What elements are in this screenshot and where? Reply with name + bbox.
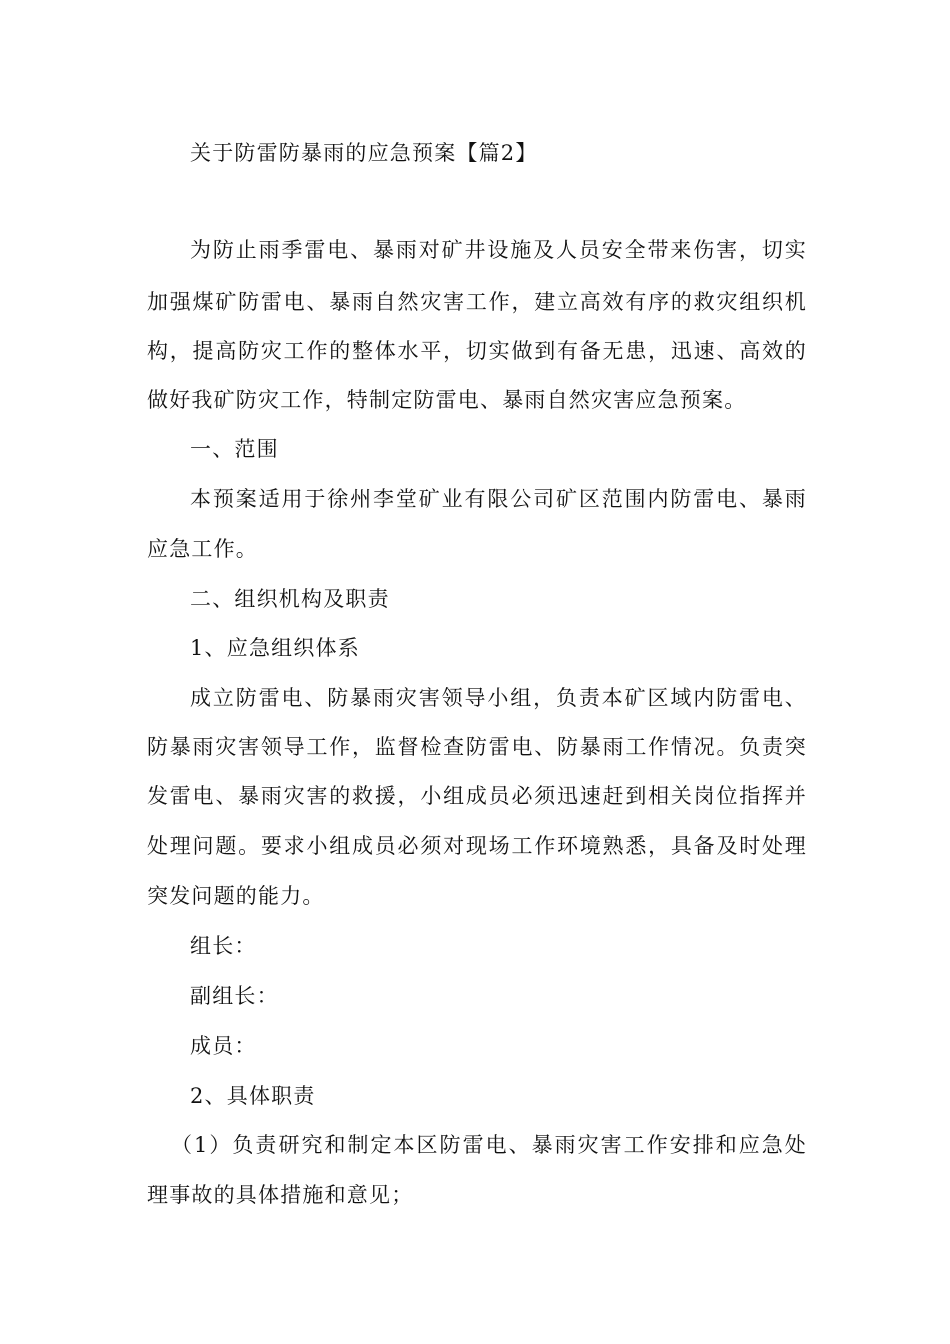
subsection2-heading: 2、具体职责 <box>190 1084 316 1108</box>
subsection1-line-4: 处理问题。要求小组成员必须对现场工作环境熟悉，具备及时处理 <box>147 834 807 858</box>
subsection1-heading: 1、应急组织体系 <box>190 636 360 660</box>
subsection1-line-2: 防暴雨灾害领导工作，监督检查防雷电、防暴雨工作情况。负责突 <box>147 735 807 759</box>
deputy-leader-label: 副组长： <box>190 984 279 1008</box>
duty1-line-1: （1）负责研究和制定本区防雷电、暴雨灾害工作安排和应急处 <box>171 1133 807 1157</box>
subsection1-line-5: 突发问题的能力。 <box>147 884 325 908</box>
section1-line-1: 本预案适用于徐州李堂矿业有限公司矿区范围内防雷电、暴雨 <box>190 487 807 511</box>
subsection1-line-1: 成立防雷电、防暴雨灾害领导小组，负责本矿区域内防雷电、 <box>190 686 807 710</box>
section1-heading: 一、范围 <box>190 437 279 461</box>
section2-heading: 二、组织机构及职责 <box>190 587 390 611</box>
member-label: 成员： <box>190 1034 257 1058</box>
document-title: 关于防雷防暴雨的应急预案【篇2】 <box>190 141 538 165</box>
intro-line-4: 做好我矿防灾工作，特制定防雷电、暴雨自然灾害应急预案。 <box>147 388 747 412</box>
intro-line-1: 为防止雨季雷电、暴雨对矿井设施及人员安全带来伤害，切实 <box>190 238 807 262</box>
duty1-line-2: 理事故的具体措施和意见； <box>147 1183 414 1207</box>
intro-line-2: 加强煤矿防雷电、暴雨自然灾害工作，建立高效有序的救灾组织机 <box>147 290 807 314</box>
subsection1-line-3: 发雷电、暴雨灾害的救援，小组成员必须迅速赶到相关岗位指挥并 <box>147 784 807 808</box>
intro-line-3: 构，提高防灾工作的整体水平，切实做到有备无患，迅速、高效的 <box>147 339 807 363</box>
leader-label: 组长： <box>190 934 257 958</box>
section1-line-2: 应急工作。 <box>147 537 258 561</box>
